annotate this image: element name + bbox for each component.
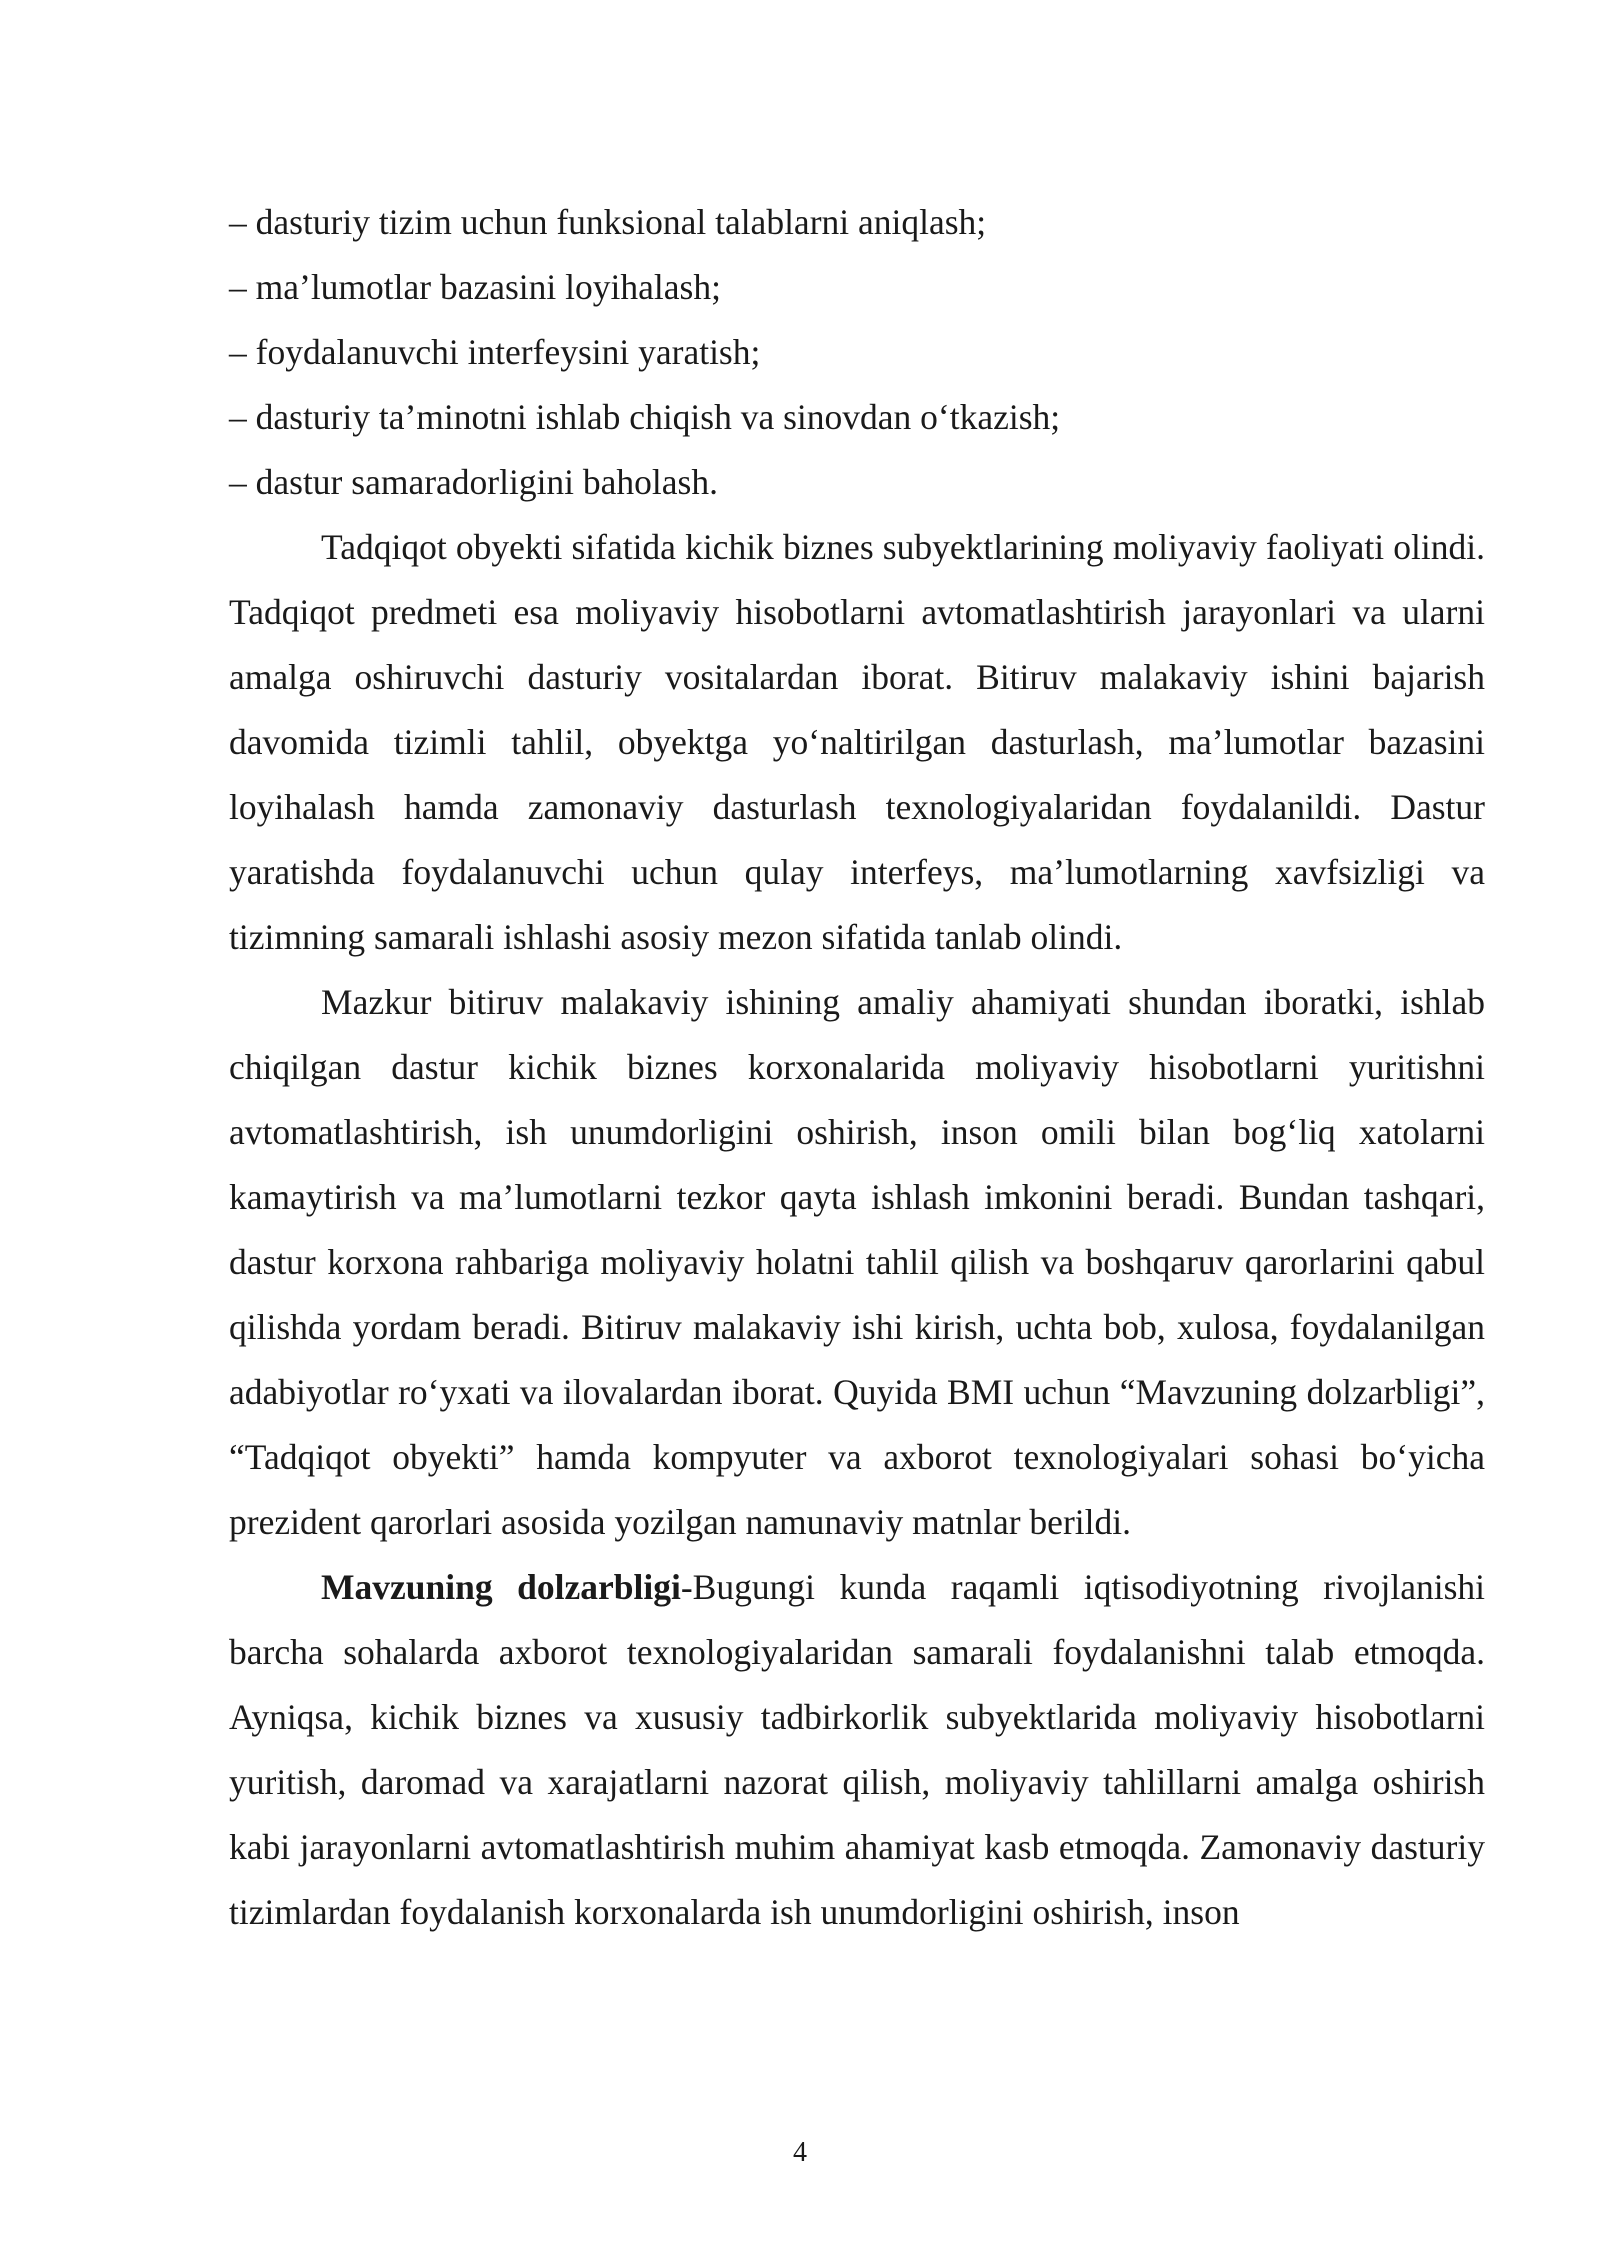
document-body bbox=[229, 190, 1485, 1945]
list-item: – dasturiy ta’minotni ishlab chiqish va sinovdan o‘tkazish; bbox=[229, 397, 1061, 437]
list-item: – ma’lumotlar bazasini loyihalash; bbox=[229, 267, 721, 307]
paragraph-research-object: Tadqiqot obyekti sifatida kichik biznes subyektlarining moliyaviy faoliyati olindi. Tadqiqot predmeti esa moliyaviy hisobotlarni avtomatlashtirish jarayonlari va ularni amalga oshiruvchi dasturiy vositalardan iborat. Bitiruv malakaviy ishini bajarish davomida tizimli tahlil, obyektga yo‘naltirilgan dasturlash, ma’lumotlar bazasini loyihalash hamda zamonaviy dasturlash texnologiyalaridan foydalanildi. Dastur yaratishda foydalanuvchi uchun qulay interfeys, ma’lumotlarning xavfsizligi va tizimning samarali ishlashi asosiy mezon sifatida tanlab olindi. bbox=[229, 527, 1485, 957]
relevance-heading: Mavzuning dolzarbligi bbox=[321, 1567, 681, 1607]
paragraph-practical-significance: Mazkur bitiruv malakaviy ishining amaliy ahamiyati shundan iboratki, ishlab chiqilgan dastur kichik biznes korxonalarida moliyaviy hisobotlarni yuritishni avtomatlashtirish, ish unumdorligini oshirish, inson omili bilan bog‘liq xatolarni kamaytirish va ma’lumotlarni tezkor qayta ishlash imkonini beradi. Bundan tashqari, dastur korxona rahbariga moliyaviy holatni tahlil qilish va boshqaruv qarorlarini qabul qilishda yordam beradi. Bitiruv malakaviy ishi kirish, uchta bob, xulosa, foydalanilgan adabiyotlar ro‘yxati va ilovalardan iborat. Quyida BMI uchun “Mavzuning dolzarbligi”, “Tadqiqot obyekti” hamda kompyuter va axborot texnologiyalari sohasi bo‘yicha prezident qarorlari asosida yozilgan namunaviy matnlar berildi. bbox=[229, 982, 1485, 1542]
relevance-body: -Bugungi kunda raqamli iqtisodiyotning rivojlanishi barcha sohalarda axborot texnologiyalaridan samarali foydalanishni talab etmoqda. Ayniqsa, kichik biznes va xususiy tadbirkorlik subyektlarida moliyaviy hisobotlarni yuritish, daromad va xarajatlarni nazorat qilish, moliyaviy tahlillarni amalga oshirish kabi jarayonlarni avtomatlashtirish muhim ahamiyat kasb etmoqda. Zamonaviy dasturiy tizimlardan foydalanish korxonalarda ish unumdorligini oshirish, inson bbox=[229, 1567, 1486, 1932]
list-item: – dasturiy tizim uchun funksional talablarni aniqlash; bbox=[229, 202, 987, 242]
page-number: 4 bbox=[793, 2137, 807, 2168]
list-item: – dastur samaradorligini baholash. bbox=[229, 462, 718, 502]
paragraph-relevance bbox=[229, 1555, 1485, 1945]
list-item: – foydalanuvchi interfeysini yaratish; bbox=[229, 332, 761, 372]
